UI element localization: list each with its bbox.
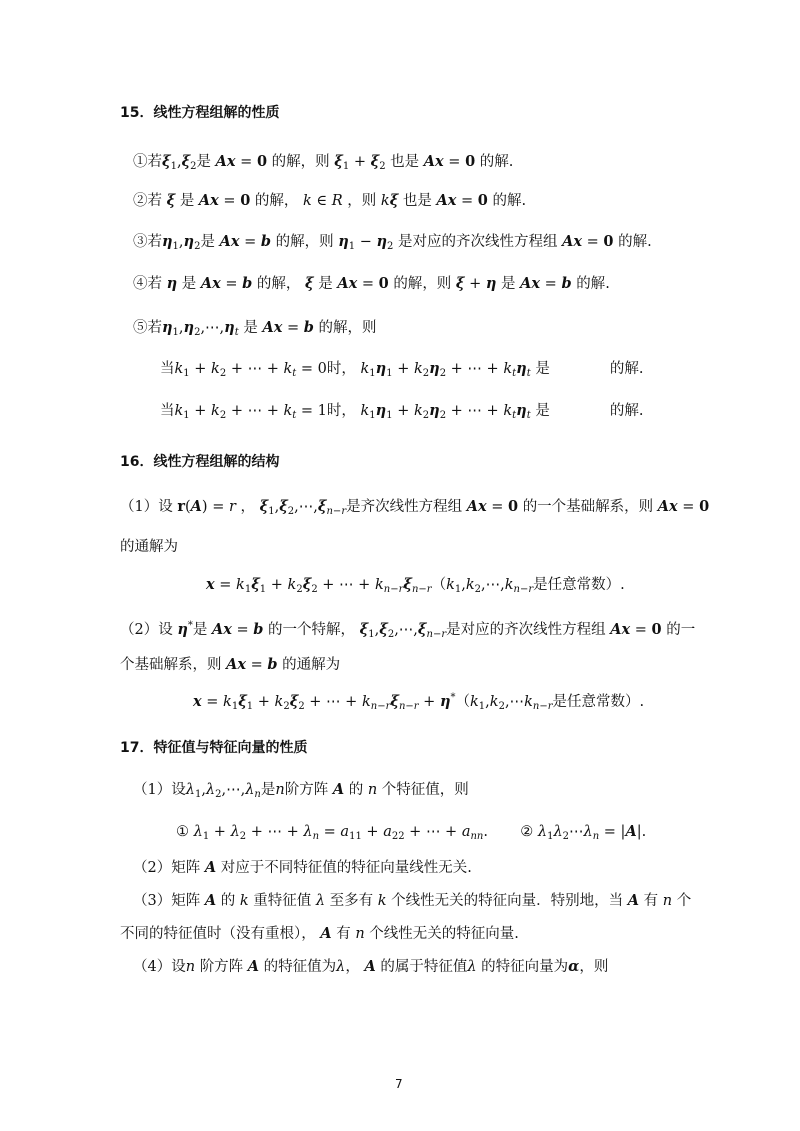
property-5-case-0: 当$k_1 + k_2$ + ⋯ + $k_t = 0$时， $k_1\eta_1 + k_2\eta_2$ + ⋯ + $k_t\eta_t$ 是 的解. <box>160 360 644 379</box>
structure-1-line2 <box>120 537 178 557</box>
text: 的属于特征值 <box>380 959 468 975</box>
text: ④若 <box>133 276 162 292</box>
text: 个特征值，则 <box>381 782 469 798</box>
text: 的解 <box>271 154 301 170</box>
text: 是 <box>243 320 258 336</box>
text: 的解 <box>479 154 509 170</box>
property-5-case-1: 当$k_1 + k_2$ + ⋯ + $k_t = 1$时， $k_1\eta_1 + k_2\eta_2$ + ⋯ + $k_t\eta_t$ 是 的解. <box>160 402 644 421</box>
section-17-heading <box>120 738 307 758</box>
eigen-1: （1）设$\lambda_1,\lambda_2,\cdots,\lambda_n$是n阶方阵 A 的 n 个特征值，则 <box>133 781 469 800</box>
text: 的通解为 <box>282 657 341 673</box>
text: 的解 <box>576 276 606 292</box>
text: 是 <box>501 276 516 292</box>
text: ，则 <box>579 959 609 975</box>
section-16-heading <box>120 452 279 472</box>
section-number: 17． <box>120 740 154 756</box>
text: 是 <box>535 403 550 419</box>
text: 是 <box>196 154 212 170</box>
text: 当 <box>160 361 175 377</box>
section-title: 特征值与特征向量的性质 <box>153 740 308 756</box>
structure-2-formula: $x = k_1\xi_1 + k_2\xi_2$ + ⋯ + $k_{n-r}\xi_{n-r}$ + $\eta^*(k_1,k_2,\cdots k_{n-r}$是任意常数）. <box>193 692 645 712</box>
text: 的解 <box>256 276 286 292</box>
text: 是任意常数 <box>533 577 606 593</box>
eigen-4: （4）设n 阶方阵 A 的特征值为λ， A 的属于特征值λ 的特征向量为α，则 <box>133 958 609 975</box>
text: （3）矩阵 <box>133 893 201 909</box>
eigen-1-formulas: ① $\lambda_1 + \lambda_2$ + ⋯ + $\lambda_n = a_{11} + a_{22}$ + ⋯ + $a_{nn}$. ② $\lambda_1\lambda_2\cdots\lambda_n = |A|$. <box>176 823 647 842</box>
text: 是对应的齐次线性方程组 <box>398 234 558 250</box>
text: 是 <box>200 234 215 250</box>
property-1: ①若$\xi_1,\xi_2$是 Ax = 0 的解，则 $\xi_1 + \xi_2$ 也是 Ax = 0 的解. <box>133 153 514 172</box>
text: 的一 <box>666 622 696 638</box>
text: 对应于不同特征值的特征向量线性无关. <box>220 860 472 876</box>
text: 是 <box>318 276 333 292</box>
property-2: ②若 ξ 是 Ax = 0 的解， k ∈ R ，则 kξ 也是 Ax = 0 的解. <box>133 192 527 209</box>
text: 的一个特解， <box>268 622 356 638</box>
text: 的通解为 <box>120 539 178 555</box>
text: ②若 <box>133 193 162 209</box>
text: ③若 <box>133 234 162 250</box>
text: 的解 <box>254 193 284 209</box>
text: 的一个基础解系，则 <box>522 499 654 515</box>
section-title: 线性方程组解的性质 <box>153 105 280 121</box>
property-3: ③若$\eta_1,\eta_2$是 Ax = b 的解，则 $\eta_1 - \eta_2$ 是对应的齐次线性方程组 Ax = 0 的解. <box>133 233 652 252</box>
eigen-2: （2）矩阵 A 对应于不同特征值的特征向量线性无关. <box>133 859 472 876</box>
structure-1: （1）设 r(A) = r ， $\xi_1,\xi_2,\cdots,\xi_{n-r}$是齐次线性方程组 Ax = 0 的一个基础解系，则 Ax = 0 <box>120 498 710 517</box>
text: ，则 <box>422 276 452 292</box>
text: 的特征值为 <box>263 959 337 975</box>
text: ，则 <box>347 320 377 336</box>
text: 个 <box>676 893 692 909</box>
text: 阶方阵 <box>284 782 329 798</box>
text: 个线性无关的特征向量．特别地，当 <box>391 893 624 909</box>
text: 是齐次线性方程组 <box>346 499 463 515</box>
text: 是对应的齐次线性方程组 <box>446 622 606 638</box>
text: 的解 <box>318 320 348 336</box>
page-number: 7 <box>395 1077 403 1091</box>
text: ①若 <box>133 154 162 170</box>
text: 是 <box>535 361 550 377</box>
text: ⑤若 <box>133 320 162 336</box>
text: 是 <box>179 193 195 209</box>
text: （2）矩阵 <box>133 860 201 876</box>
text: 的解. <box>609 403 644 419</box>
text: 时， <box>326 361 356 377</box>
text: 是 <box>181 276 197 292</box>
section-15-heading <box>120 103 279 123</box>
structure-1-formula: $x = k_1\xi_1 + k_2\xi_2$ + ⋯ + $k_{n-r}\xi_{n-r}(k_1,k_2,\cdots,k_{n-r}$是任意常数）. <box>206 576 625 595</box>
text: 是 <box>192 622 208 638</box>
section-number: 16． <box>120 454 154 470</box>
text: 阶方阵 <box>199 959 244 975</box>
text: 个基础解系，则 <box>120 657 222 673</box>
text: 的解 <box>393 276 423 292</box>
text: 个线性无关的特征向量. <box>369 926 519 942</box>
text: 至多有 <box>329 893 374 909</box>
text: 是任意常数 <box>552 694 625 710</box>
text: 的特征向量为 <box>481 959 569 975</box>
eigen-3-line2: 不同的特征值时（没有重根）， A 有 n 个线性无关的特征向量. <box>120 925 519 942</box>
section-title: 线性方程组解的结构 <box>153 454 280 470</box>
text: 的 <box>220 893 236 909</box>
text: 当 <box>160 403 175 419</box>
text: 有 <box>643 893 659 909</box>
text: 也是 <box>402 193 432 209</box>
text: （1）设 <box>120 499 173 515</box>
eigen-3: （3）矩阵 A 的 k 重特征值 λ 至多有 k 个线性无关的特征向量．特别地，当 A 有 n 个 <box>133 892 692 909</box>
text: （4）设 <box>133 959 186 975</box>
text: ，则 <box>300 154 330 170</box>
text: （2）设 <box>120 622 173 638</box>
text: ，则 <box>347 193 377 209</box>
text: 也是 <box>390 154 420 170</box>
text: 的解 <box>275 234 305 250</box>
section-number: 15． <box>120 105 154 121</box>
text: 的解. <box>609 361 644 377</box>
property-4: ④若 η 是 Ax = b 的解， ξ 是 Ax = 0 的解，则 ξ + η 是 Ax = b 的解. <box>133 275 610 292</box>
text: 有 <box>336 926 351 942</box>
text: 不同的特征值时（没有重根）， <box>120 926 316 942</box>
text: 是 <box>260 782 276 798</box>
structure-2-line2: 个基础解系，则 Ax = b 的通解为 <box>120 656 341 673</box>
text: （1）设 <box>133 782 186 798</box>
property-5: ⑤若$\eta_1,\eta_2,\cdots,\eta_t$ 是 Ax = b 的解，则 <box>133 319 377 338</box>
text: 重特征值 <box>253 893 312 909</box>
text: 时， <box>326 403 356 419</box>
structure-2: （2）设 η*是 Ax = b 的一个特解， $\xi_1,\xi_2,\cdots,\xi_{n-r}$是对应的齐次线性方程组 Ax = 0 的一 <box>120 620 696 640</box>
text: 的解 <box>492 193 522 209</box>
text: ，则 <box>304 234 334 250</box>
text: 的解 <box>618 234 648 250</box>
